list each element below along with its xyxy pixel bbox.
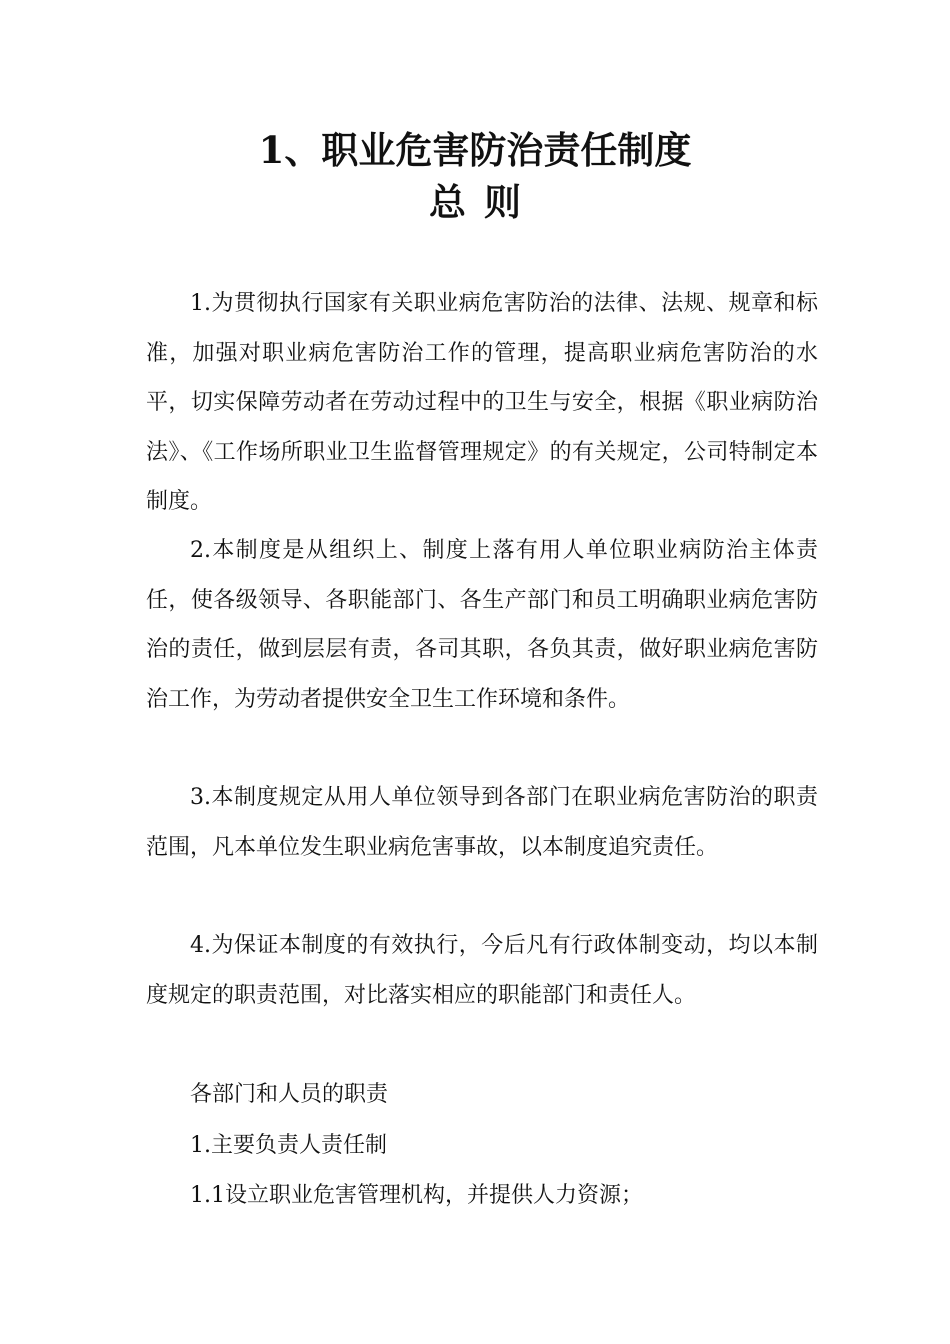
paragraph-4: 4.为保证本制度的有效执行，今后凡有行政体制变动，均以本制度规定的职责范围，对比落实相应的职能部门和责任人。 bbox=[146, 933, 818, 1008]
section-heading: 各部门和人员的职责 bbox=[190, 1082, 389, 1107]
document-title: 1、职业危害防治责任制度 bbox=[258, 128, 692, 172]
section-item: 1.1设立职业危害管理机构，并提供人力资源； bbox=[190, 1183, 643, 1208]
section-item: 1.主要负责人责任制 bbox=[190, 1133, 387, 1158]
document-subtitle: 总则 bbox=[429, 180, 539, 224]
paragraph-1: 1.为贯彻执行国家有关职业病危害防治的法律、法规、规章和标准，加强对职业病危害防治工作的管理，提高职业病危害防治的水平，切实保障劳动者在劳动过程中的卫生与安全，根据《职业病防治法》、《工作场所职业卫生监督管理规定》的有关规定，公司特制定本制度。 bbox=[146, 291, 818, 514]
paragraph-3: 3.本制度规定从用人单位领导到各部门在职业病危害防治的职责范围，凡本单位发生职业病危害事故，以本制度追究责任。 bbox=[146, 785, 818, 860]
paragraph-2: 2.本制度是从组织上、制度上落有用人单位职业病防治主体责任，使各级领导、各职能部门、各生产部门和员工明确职业病危害防治的责任，做到层层有责，各司其职，各负其责，做好职业病危害防治工作，为劳动者提供安全卫生工作环境和条件。 bbox=[146, 538, 818, 712]
